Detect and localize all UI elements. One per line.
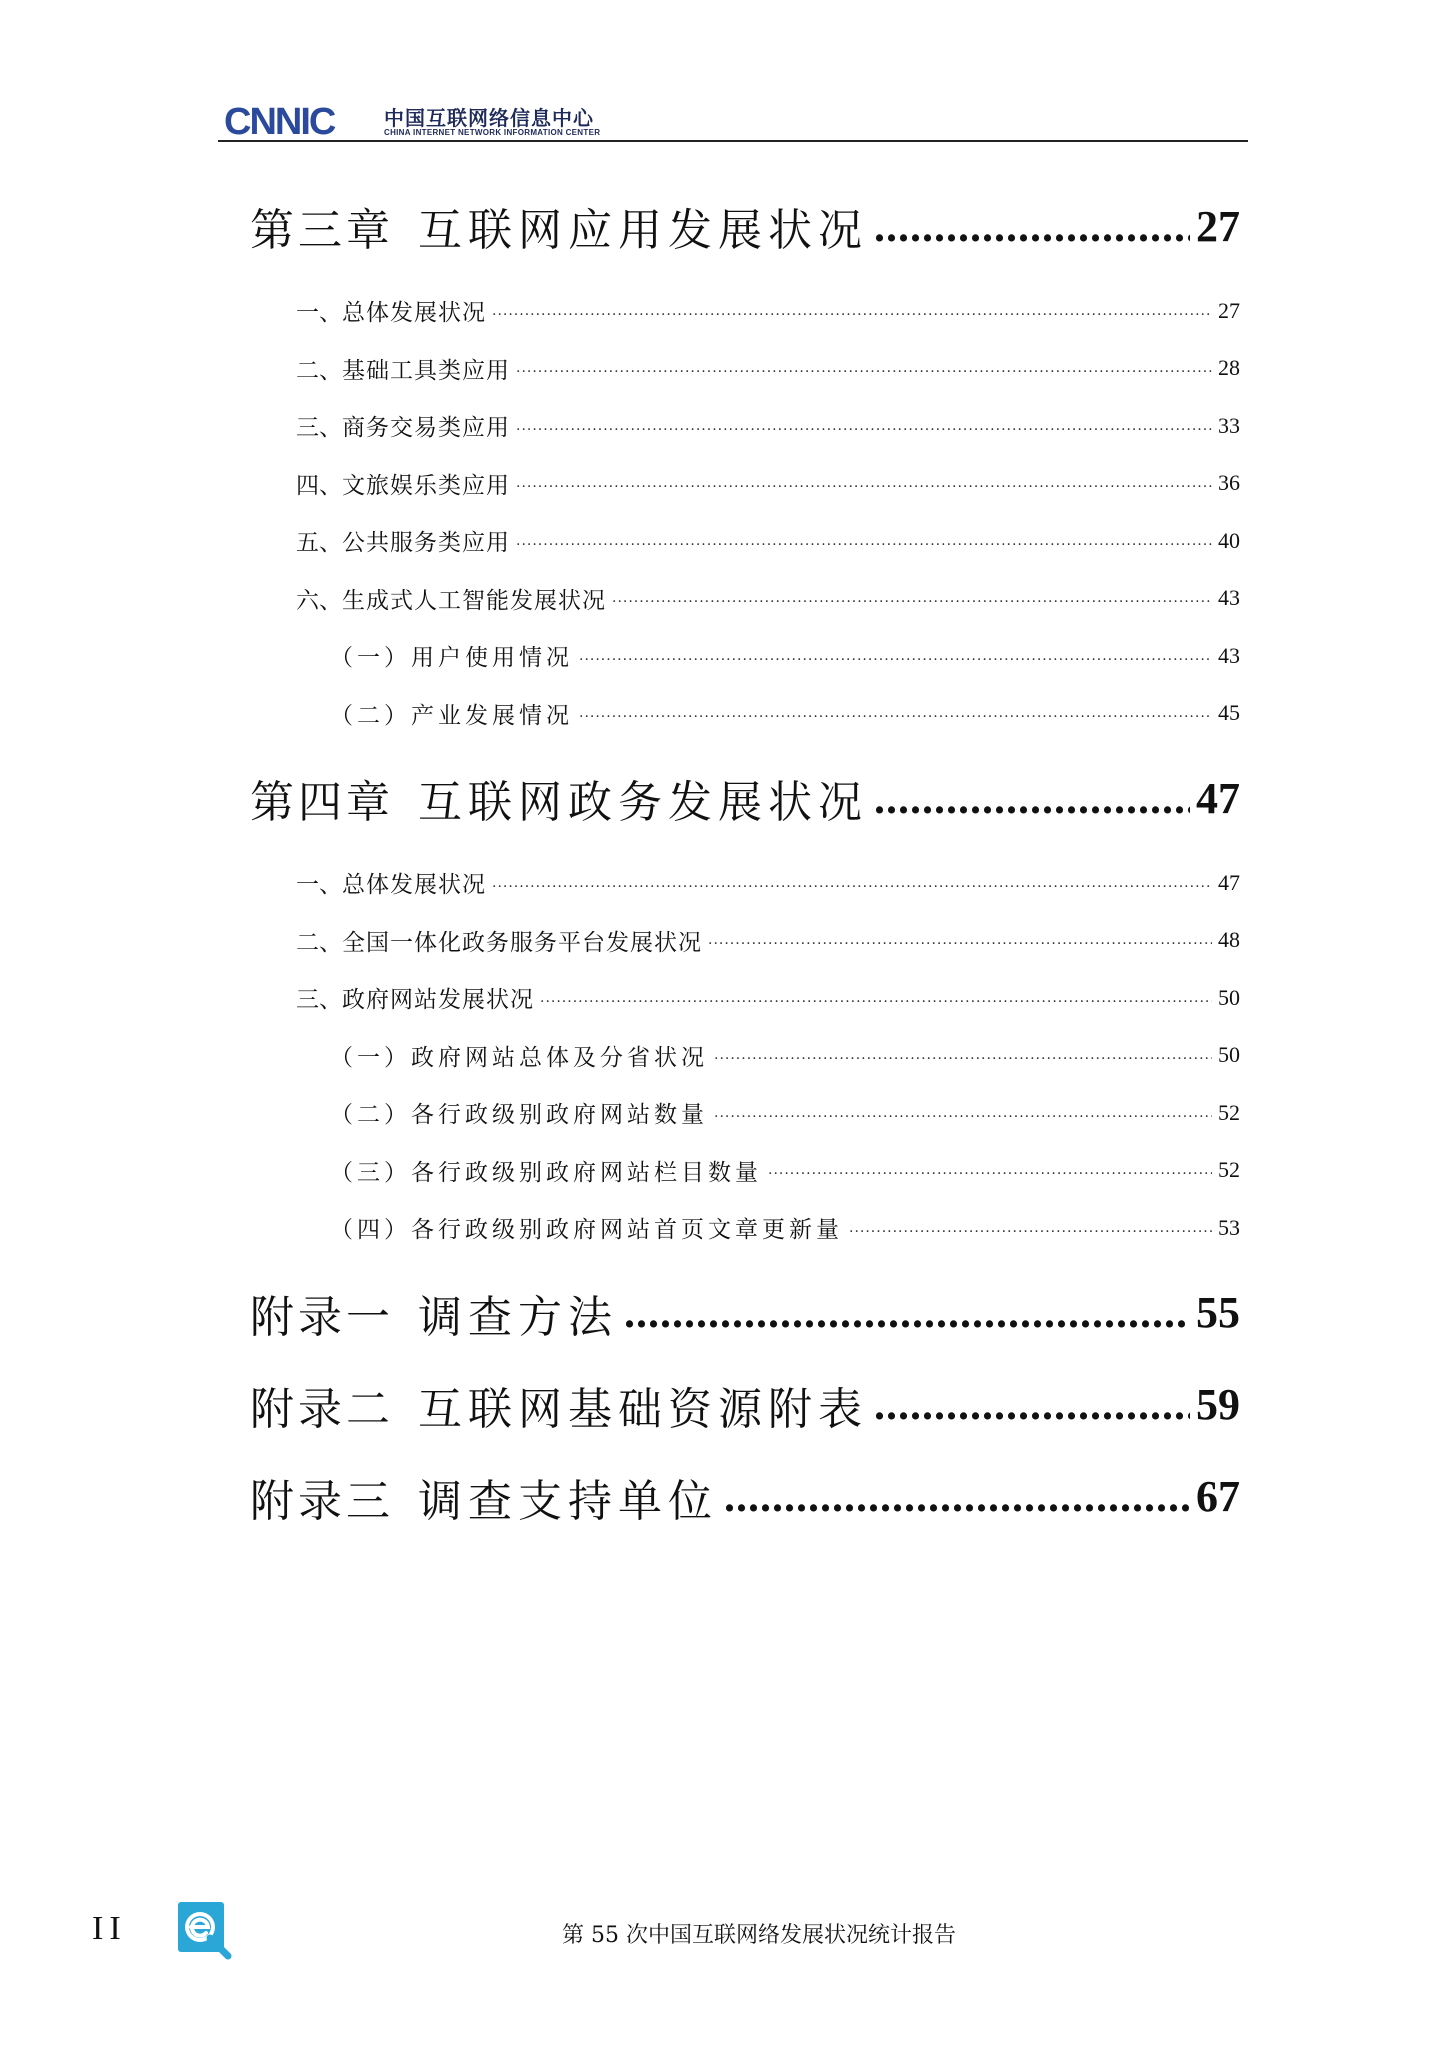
subsection-title: 各行政级别政府网站栏目数量 xyxy=(411,1159,762,1186)
section-title: 生成式人工智能发展状况 xyxy=(342,587,606,614)
section-title: 商务交易类应用 xyxy=(342,415,510,442)
dot-leader xyxy=(768,1162,1212,1178)
toc-subsection[interactable] xyxy=(250,1027,1240,1085)
toc-section[interactable] xyxy=(250,397,1240,455)
subsection-title: 产业发展情况 xyxy=(411,702,573,729)
section-number: 三、 xyxy=(296,415,342,442)
dot-leader xyxy=(579,705,1212,721)
footer-page-number: II xyxy=(92,1910,127,1947)
dot-leader xyxy=(516,475,1212,491)
page-number: 67 xyxy=(1196,1472,1240,1521)
toc-subsection[interactable] xyxy=(250,1084,1240,1142)
section-number: 六、 xyxy=(296,587,342,614)
page-header xyxy=(218,98,1248,142)
appendix-title: 互联网基础资源附表 xyxy=(418,1383,868,1435)
dot-leader xyxy=(708,932,1212,948)
appendix-number: 附录二 xyxy=(250,1383,394,1435)
toc-chapter-3[interactable] xyxy=(250,180,1240,272)
section-number: 二、 xyxy=(296,929,342,956)
toc-appendix-2[interactable] xyxy=(250,1359,1240,1451)
page-number: 59 xyxy=(1196,1380,1240,1429)
appendix-number: 附录三 xyxy=(250,1475,394,1527)
dot-leader xyxy=(516,360,1212,376)
page-number: 33 xyxy=(1218,412,1240,438)
dot-leader xyxy=(714,1047,1212,1063)
section-title: 总体发展状况 xyxy=(342,300,486,327)
dot-leader xyxy=(516,418,1212,434)
section-title: 政府网站发展状况 xyxy=(342,987,534,1014)
appendix-title: 调查方法 xyxy=(418,1291,618,1343)
page-number: 52 xyxy=(1218,1099,1240,1125)
dot-leader xyxy=(492,303,1212,319)
section-number: 三、 xyxy=(296,987,342,1014)
section-title: 总体发展状况 xyxy=(342,872,486,899)
dot-leader xyxy=(714,1105,1212,1121)
dot-leader xyxy=(516,533,1212,549)
page-number: 48 xyxy=(1218,927,1240,953)
magnifier-e-icon xyxy=(176,1900,234,1960)
subsection-number: （二） xyxy=(330,702,411,729)
dot-leader xyxy=(874,773,1190,824)
toc-section[interactable] xyxy=(250,912,1240,970)
section-title: 公共服务类应用 xyxy=(342,530,510,557)
page-number: 36 xyxy=(1218,470,1240,496)
dot-leader xyxy=(540,990,1212,1006)
page-number: 45 xyxy=(1218,700,1240,726)
page-number: 47 xyxy=(1196,773,1240,823)
section-title: 文旅娱乐类应用 xyxy=(342,472,510,499)
section-number: 五、 xyxy=(296,530,342,557)
toc-subsection[interactable] xyxy=(250,685,1240,743)
toc-section[interactable] xyxy=(250,969,1240,1027)
dot-leader xyxy=(874,1379,1190,1430)
page-number: 43 xyxy=(1218,585,1240,611)
dot-leader xyxy=(874,201,1190,252)
toc-section[interactable] xyxy=(250,570,1240,628)
dot-leader xyxy=(624,1287,1190,1338)
subsection-title: 各行政级别政府网站数量 xyxy=(411,1102,708,1129)
chapter-title: 互联网应用发展状况 xyxy=(418,205,868,256)
page-number: 47 xyxy=(1218,869,1240,895)
chapter-number: 第三章 xyxy=(250,205,394,256)
subsection-number: （三） xyxy=(330,1159,411,1186)
org-name-en: CHINA INTERNET NETWORK INFORMATION CENTER xyxy=(384,128,601,137)
page-number: 50 xyxy=(1218,984,1240,1010)
header-divider xyxy=(218,140,1248,142)
appendix-title: 调查支持单位 xyxy=(418,1475,718,1527)
appendix-number: 附录一 xyxy=(250,1291,394,1343)
toc-section[interactable] xyxy=(250,854,1240,912)
subsection-number: （二） xyxy=(330,1102,411,1129)
chapter-title: 互联网政务发展状况 xyxy=(418,777,868,828)
subsection-title: 各行政级别政府网站首页文章更新量 xyxy=(411,1217,843,1244)
toc-subsection[interactable] xyxy=(250,627,1240,685)
toc-subsection[interactable] xyxy=(250,1199,1240,1257)
section-title: 全国一体化政务服务平台发展状况 xyxy=(342,929,702,956)
section-number: 四、 xyxy=(296,472,342,499)
page-number: 55 xyxy=(1196,1288,1240,1337)
dot-leader xyxy=(849,1220,1212,1236)
toc-chapter-4[interactable] xyxy=(250,752,1240,844)
org-name-cn: 中国互联网络信息中心 xyxy=(384,106,594,130)
toc-section[interactable] xyxy=(250,455,1240,513)
section-title: 基础工具类应用 xyxy=(342,357,510,384)
page-number: 28 xyxy=(1218,355,1240,381)
toc-appendix-3[interactable] xyxy=(250,1451,1240,1543)
table-of-contents xyxy=(250,180,1240,1543)
page-number: 40 xyxy=(1218,527,1240,553)
toc-appendix-1[interactable] xyxy=(250,1267,1240,1359)
section-number: 一、 xyxy=(296,872,342,899)
subsection-title: 用户使用情况 xyxy=(411,645,573,672)
toc-section[interactable] xyxy=(250,282,1240,340)
dot-leader xyxy=(724,1471,1190,1522)
chapter-number: 第四章 xyxy=(250,777,394,828)
dot-leader xyxy=(579,648,1212,664)
dot-leader xyxy=(612,590,1212,606)
toc-section[interactable] xyxy=(250,512,1240,570)
subsection-number: （四） xyxy=(330,1217,411,1244)
cnnic-logo xyxy=(224,104,372,138)
page-number: 27 xyxy=(1218,297,1240,323)
section-number: 一、 xyxy=(296,300,342,327)
toc-subsection[interactable] xyxy=(250,1142,1240,1200)
subsection-number: （一） xyxy=(330,1044,411,1071)
page-number: 50 xyxy=(1218,1042,1240,1068)
subsection-title: 政府网站总体及分省状况 xyxy=(411,1044,708,1071)
logo-text: CNNIC xyxy=(224,104,335,138)
page-number: 53 xyxy=(1218,1214,1240,1240)
page-number: 27 xyxy=(1196,201,1240,251)
dot-leader xyxy=(492,875,1212,891)
page-number: 52 xyxy=(1218,1157,1240,1183)
section-number: 二、 xyxy=(296,357,342,384)
page-number: 43 xyxy=(1218,642,1240,668)
toc-section[interactable] xyxy=(250,340,1240,398)
footer-report-title: 第 55 次中国互联网络发展状况统计报告 xyxy=(562,1923,956,1948)
subsection-number: （一） xyxy=(330,645,411,672)
